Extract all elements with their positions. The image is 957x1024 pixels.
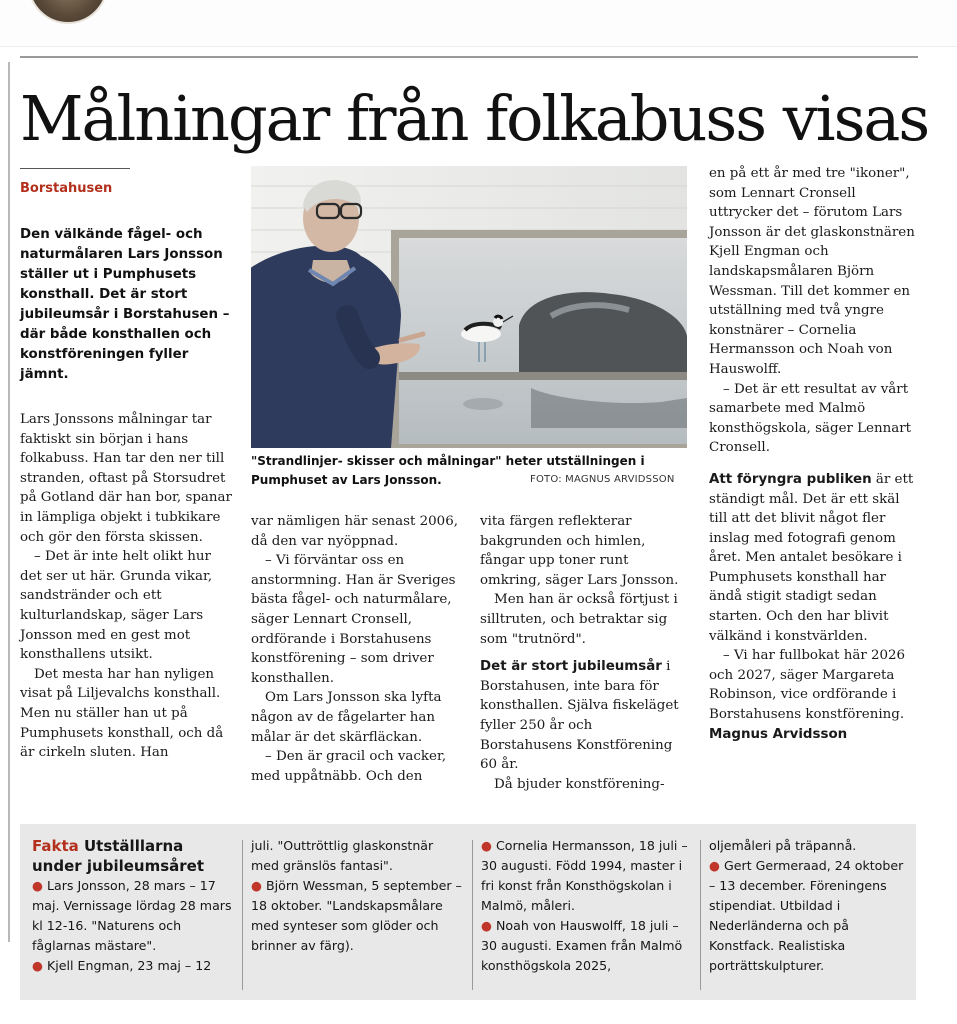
paragraph: en på ett år med tre "ikoner", som Lennart Cronsell uttrycker det – förutom Lars Jonsson är det glaskonstnären Kjell Engman och landskapsmålaren Björn Wessman. Till det kommer en utställning med två yngre konstnärer – Cornelia Hermansson och Noah von Hauswolff. <box>709 166 915 377</box>
fakta-column-3 <box>481 836 693 976</box>
paragraph: var nämligen här senast 2006, då den var nyöppnad. <box>251 514 458 549</box>
bullet-icon: ● <box>251 878 262 893</box>
fakta-item: ● Gert Germeraad, 24 oktober – 13 december. Föreningens stipendiat. Utbildad i Nederländerna och på Konstfack. Realistiska porträttskulpturer. <box>709 858 904 973</box>
page-left-edge <box>8 62 10 942</box>
bullet-icon: ● <box>709 858 720 873</box>
kicker: Borstahusen <box>20 181 113 196</box>
photo-illustration <box>251 166 687 448</box>
paragraph: Det mesta har han nyligen visat på Liljevalchs konsthall. Men nu ställer han ut på Pumphusets konsthall, och då är cirkeln sluten. Han <box>20 666 224 761</box>
fakta-item: oljemåleri på träpannå. <box>709 838 857 853</box>
paragraph: – Det är ett resultat av vårt samarbete med Malmö konsthögskola, säger Lennart Cronsell. <box>709 381 911 456</box>
fakta-item: juli. "Outtröttlig glaskonstnär med gränslös fantasi". <box>251 838 434 873</box>
paragraph: Då bjuder konstförening- <box>494 776 665 792</box>
subhead: Det är stort jubileumsår <box>480 659 662 675</box>
fakta-item: ● Noah von Hauswolff, 18 juli – 30 augusti. Examen från Malmö konsthögskola 2025, <box>481 918 683 973</box>
paragraph: – Det är inte helt olikt hur det ser ut här. Grunda vikar, sandstränder och ett kulturlandskap, säger Lars Jonsson med en gest mot konsthallens utsikt. <box>20 549 213 663</box>
kicker-rule <box>20 168 130 169</box>
paragraph: – Vi förväntar oss en anstormning. Han är Sveriges bästa fågel- och naturmålare, säger Lennart Cronsell, ordförande i Borstahusens konstförening – som driver konsthallen. <box>251 553 456 686</box>
fakta-item: ● Cornelia Hermansson, 18 juli – 30 augusti. Född 1994, master i fri konst från Konsthögskolan i Malmö, måleri. <box>481 838 688 913</box>
headline: Målningar från folkabuss visas <box>20 82 929 155</box>
fakta-item: ● Kjell Engman, 23 maj – 12 <box>32 958 212 973</box>
top-rule <box>20 56 918 58</box>
paragraph: Lars Jonssons målningar tar faktiskt sin början i hans folkabuss. Han tar den ner till stranden, oftast på Storsudret på Gotland där han bor, spanar in lämpliga objekt i tubkikare och gör den första skissen. <box>20 412 232 545</box>
paragraph: – Vi har fullbokat här 2026 och 2027, säger Margareta Robinson, vice ordförande i Borstahusens konstförening. <box>709 648 906 723</box>
fakta-column-1 <box>32 836 238 976</box>
fakta-box <box>20 824 916 1000</box>
photo-credit: FOTO: MAGNUS ARVIDSSON <box>530 474 675 485</box>
fakta-item: ● Lars Jonsson, 28 mars – 17 maj. Vernissage lördag 28 mars kl 12-16. "Naturens och fåglarnas mästare". <box>32 878 232 953</box>
fakta-column-2 <box>251 836 465 956</box>
paragraph: vita färgen reflekterar bakgrunden och himlen, fångar upp toner runt omkring, säger Lars Jonsson. <box>480 514 679 588</box>
subhead-paragraph: Det är stort jubileumsår i Borstahusen, inte bara för konsthallen. Själva fiskeläget fyller 250 år och Borstahusens Konstförening 60 år. <box>480 659 679 773</box>
column-2 <box>251 512 463 786</box>
fakta-divider <box>700 840 701 990</box>
column-3 <box>480 512 688 794</box>
byline: Magnus Arvidsson <box>709 726 848 742</box>
fakta-label: Fakta <box>32 837 79 855</box>
bullet-icon: ● <box>32 958 43 973</box>
fakta-heading: Fakta Utställlarna under jubileumsåret <box>32 837 205 875</box>
browser-top-bar <box>0 0 957 47</box>
photo-caption: "Strandlinjer- skisser och målningar" heter utställningen i Pumphuset av Lars Jonsson. <box>251 454 645 487</box>
bullet-icon: ● <box>481 838 492 853</box>
paragraph: – Den är gracil och vacker, med uppåtnäbb. Och den <box>251 749 447 784</box>
fakta-column-4 <box>709 836 905 976</box>
bullet-icon: ● <box>481 918 492 933</box>
paragraph: Men han är också förtjust i silltruten, och betraktar sig som "trutnörd". <box>480 592 678 647</box>
bullet-icon: ● <box>32 878 43 893</box>
fakta-divider <box>472 840 473 990</box>
column-4 <box>709 164 917 744</box>
column-1 <box>20 410 232 763</box>
article-photo <box>251 166 687 448</box>
lead-paragraph: Den välkände fågel- och naturmålaren Lars Jonsson ställer ut i Pumphusets konsthall. Det är stort jubileumsår i Borstahusen – där både konsthallen och konstföreningen fyller jämnt. <box>20 227 230 382</box>
fakta-divider <box>242 840 243 990</box>
paragraph: Om Lars Jonsson ska lyfta någon av de fågelarter han målar är det skärfläckan. <box>251 690 442 745</box>
subhead-paragraph: Att föryngra publiken är ett ständigt mål. Det är ett skäl till att det blivit något fler inslag med fotografi genom året. Men antalet besökare i Pumphusets konsthall har ändå stigit stadigt sedan starten. Och den har blivit välkänd i konstvärlden. <box>709 471 914 644</box>
fakta-item: ● Björn Wessman, 5 september – 18 oktober. "Landskapsmålare med synteser som glöder och brinner av färg). <box>251 878 462 953</box>
subhead: Att föryngra publiken <box>709 471 872 487</box>
avatar[interactable] <box>28 0 108 24</box>
